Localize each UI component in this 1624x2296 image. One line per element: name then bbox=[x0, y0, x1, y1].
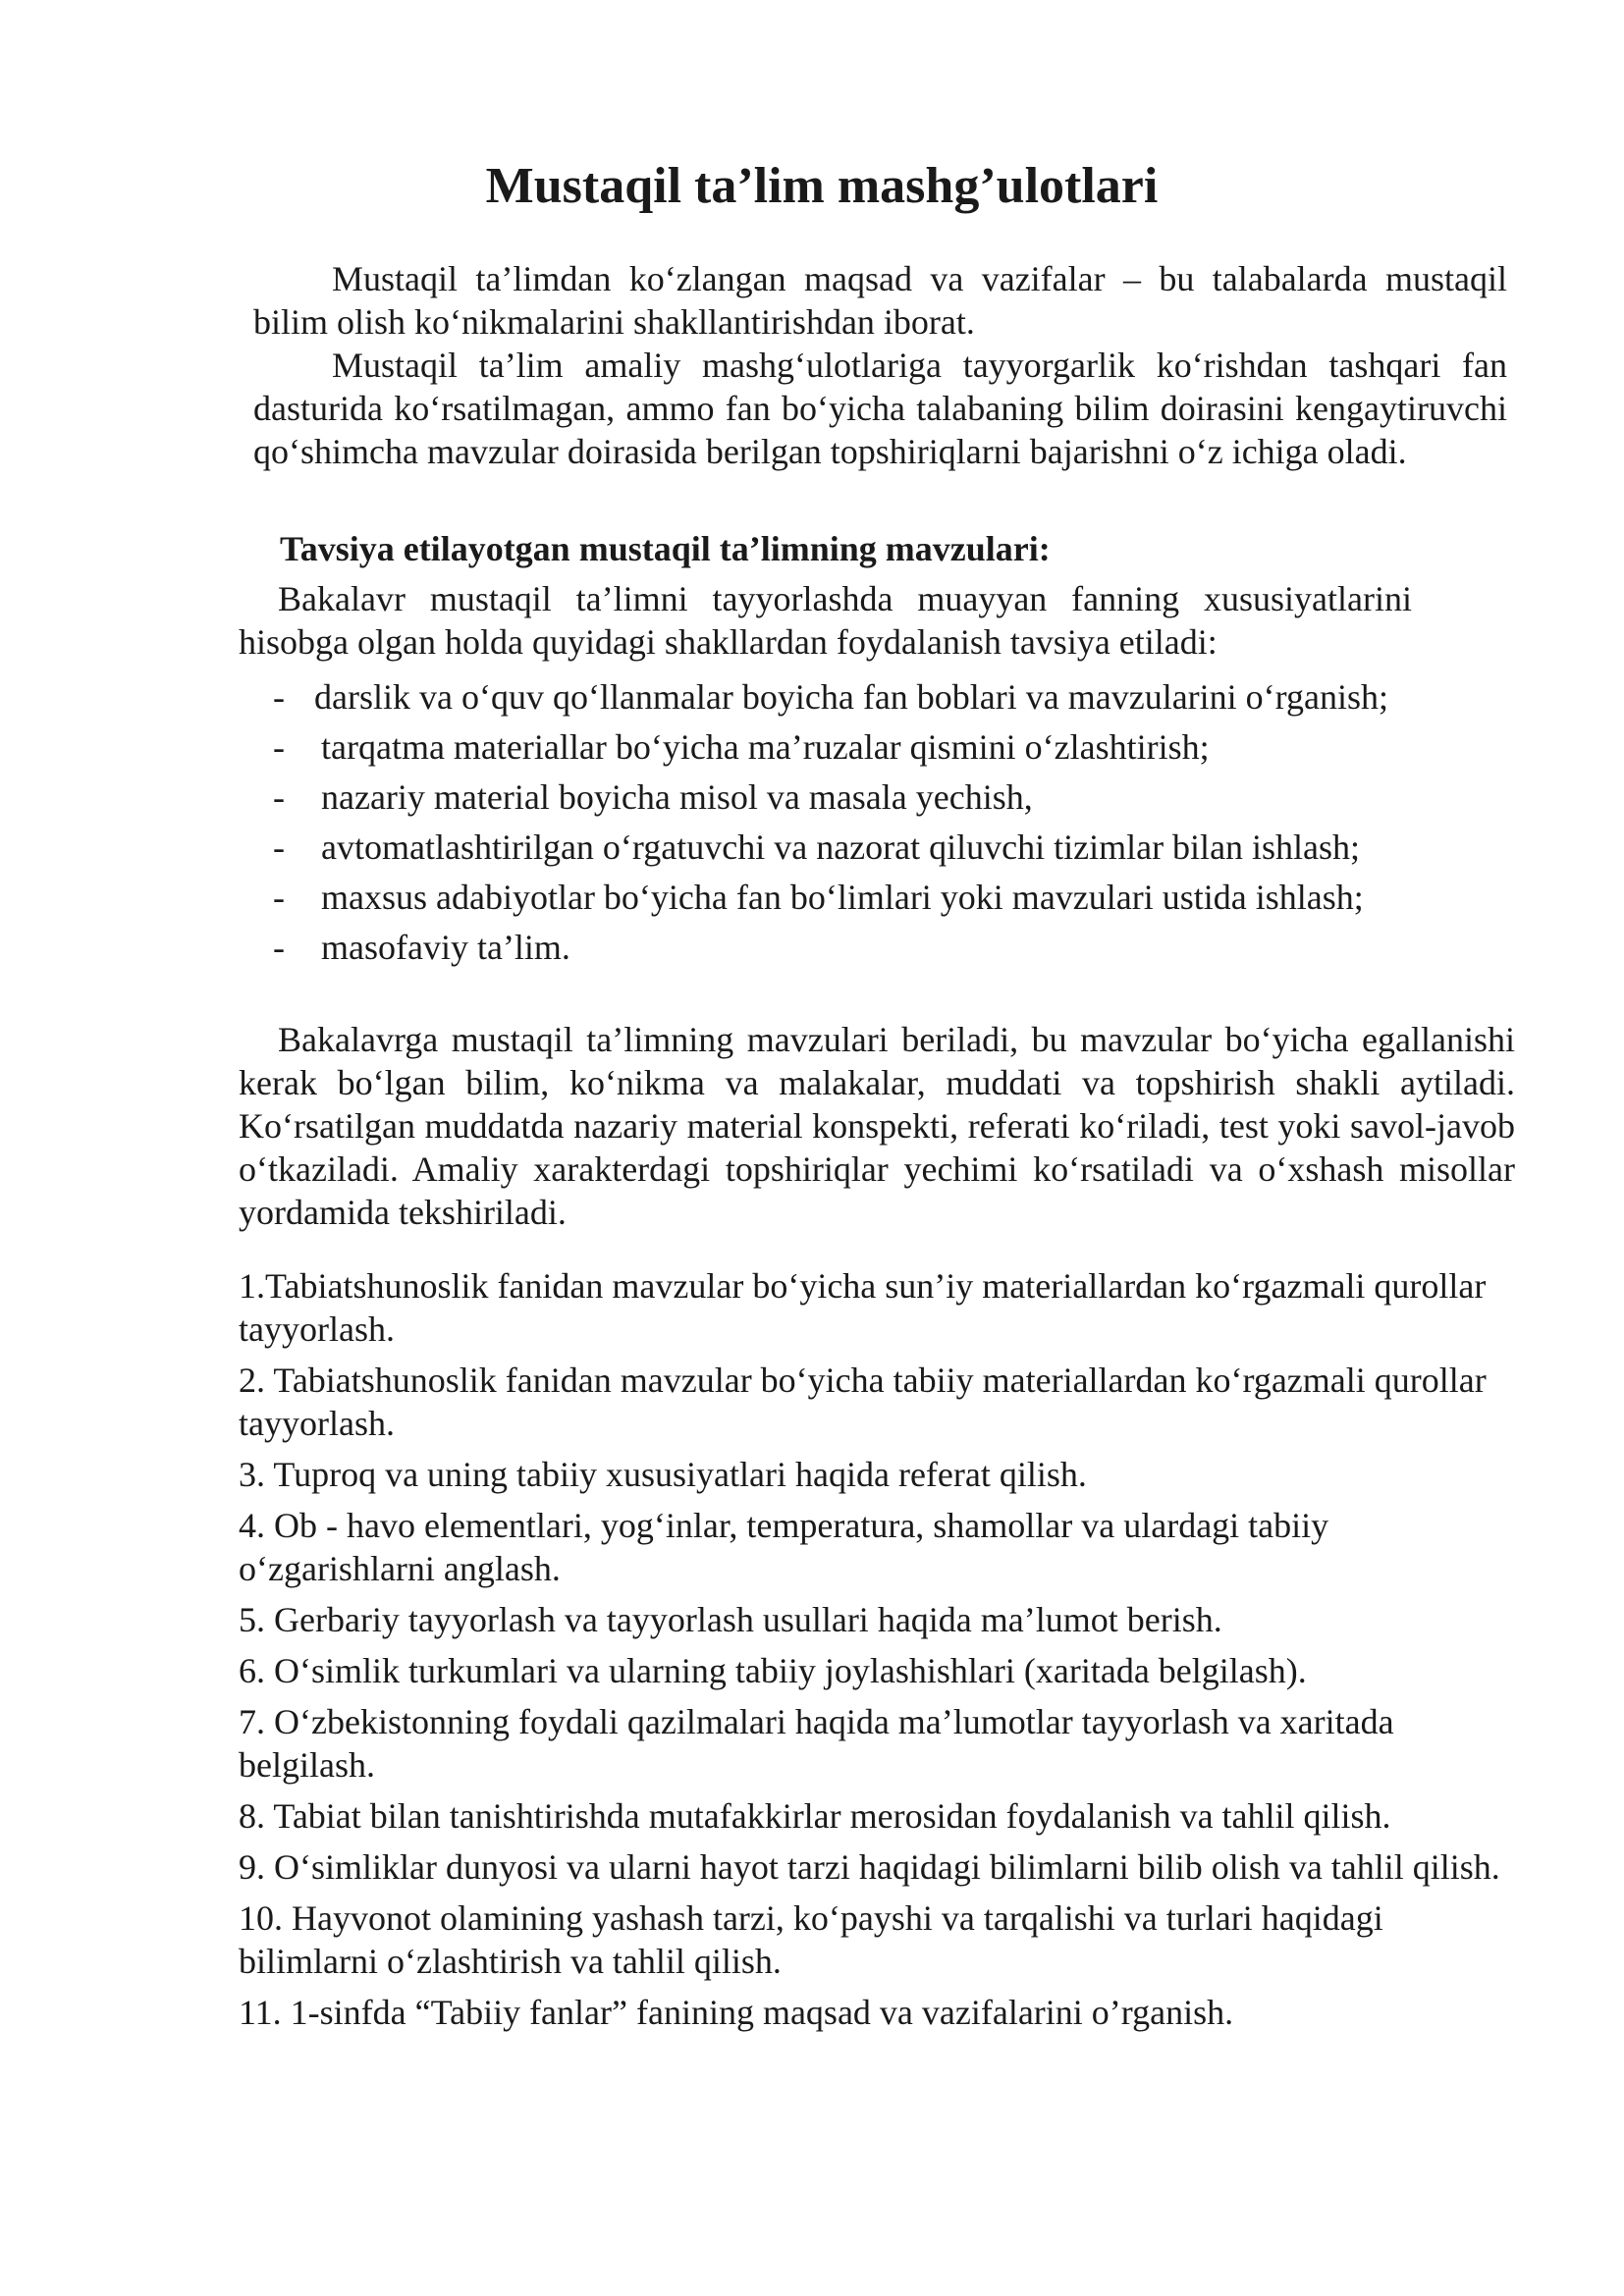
topic-item: 4. Ob - havo elementlari, yogʻinlar, temperatura, shamollar va ulardagi tabiiy oʻzgarishlarni anglash. bbox=[239, 1506, 1329, 1588]
topic-item: 7. Oʻzbekistonning foydali qazilmalari haqida ma’lumotlar tayyorlash va xaritada belgilash. bbox=[239, 1702, 1394, 1785]
topic-item: 9. Oʻsimliklar dunyosi va ularni hayot tarzi haqidagi bilimlarni bilib olish va tahlil qilish. bbox=[239, 1847, 1500, 1887]
list-item bbox=[239, 926, 1412, 969]
topics-list bbox=[239, 1264, 1515, 2042]
list-dash: - bbox=[273, 878, 285, 917]
list-dash: - bbox=[273, 777, 285, 817]
section-lead-paragraph: Bakalavr mustaqil ta’limni tayyorlashda muayyan fanning xususiyatlarini hisobga olgan holda quyidagi shakllardan foydalanish tavsiya etiladi: bbox=[239, 579, 1412, 662]
topic-item: 2. Tabiatshunoslik fanidan mavzular boʻyicha tabiiy materiallardan koʻrgazmali qurollar tayyorlash. bbox=[239, 1361, 1487, 1443]
intro-paragraph-2: Mustaqil ta’lim amaliy mashgʻulotlariga tayyorgarlik koʻrishdan tashqari fan dasturida koʻrsatilmagan, ammo fan boʻyicha talabaning bilim doirasini kengaytiruvchi qoʻshimcha mavzular doirasida berilgan topshiriqlarni bajarishni oʻz ichiga oladi. bbox=[253, 346, 1507, 471]
topic-item: 5. Gerbariy tayyorlash va tayyorlash usullari haqida ma’lumot berish. bbox=[239, 1600, 1222, 1639]
intro-paragraph-1: Mustaqil ta’limdan koʻzlangan maqsad va vazifalar – bu talabalarda mustaqil bilim olish koʻnikmalarini shakllantirishdan iborat. bbox=[253, 259, 1507, 342]
recommended-forms-list bbox=[239, 675, 1412, 976]
section-heading: Tavsiya etilayotgan mustaqil ta’limning mavzulari: bbox=[280, 529, 1051, 568]
list-item bbox=[239, 876, 1412, 919]
list-item-text: tarqatma materiallar boʻyicha ma’ruzalar qismini oʻzlashtirish; bbox=[321, 727, 1210, 767]
list-dash: - bbox=[273, 928, 285, 967]
list-item bbox=[239, 775, 1412, 819]
closing-paragraph: Bakalavrga mustaqil ta’limning mavzulari beriladi, bu mavzular boʻyicha egallanishi kerak boʻlgan bilim, koʻnikma va malakalar, muddati va topshirish shakli aytiladi. Koʻrsatilgan muddatda nazariy material konspekti, referati koʻriladi, test yoki savol-javob oʻtkaziladi. Amaliy xarakterdagi topshiriqlar yechimi koʻrsatiladi va oʻxshash misollar yordamida tekshiriladi. bbox=[239, 1020, 1515, 1232]
topic-item: 6. Oʻsimlik turkumlari va ularning tabiiy joylashishlari (xaritada belgilash). bbox=[239, 1651, 1307, 1690]
list-item-text: maxsus adabiyotlar boʻyicha fan boʻlimlari yoki mavzulari ustida ishlash; bbox=[321, 878, 1364, 917]
list-item bbox=[239, 725, 1412, 769]
topic-item: 10. Hayvonot olamining yashash tarzi, koʻpayshi va tarqalishi va turlari haqidagi bilimlarni oʻzlashtirish va tahlil qilish. bbox=[239, 1898, 1383, 1981]
topic-item: 1.Tabiatshunoslik fanidan mavzular boʻyicha sun’iy materiallardan koʻrgazmali qurollar tayyorlash. bbox=[239, 1266, 1487, 1349]
list-item-text: masofaviy ta’lim. bbox=[321, 928, 570, 967]
list-item-text: darslik va oʻquv qoʻllanmalar boyicha fan boblari va mavzularini oʻrganish; bbox=[314, 677, 1388, 717]
list-dash: - bbox=[273, 828, 285, 867]
topic-item: 11. 1-sinfda “Tabiiy fanlar” fanining maqsad va vazifalarini o’rganish. bbox=[239, 1993, 1234, 2032]
list-item-text: nazariy material boyicha misol va masala yechish, bbox=[321, 777, 1033, 817]
list-item-text: avtomatlashtirilgan oʻrgatuvchi va nazorat qiluvchi tizimlar bilan ishlash; bbox=[321, 828, 1361, 867]
topic-item: 8. Tabiat bilan tanishtirishda mutafakkirlar merosidan foydalanish va tahlil qilish. bbox=[239, 1796, 1391, 1836]
topic-item: 3. Tuproq va uning tabiiy xususiyatlari haqida referat qilish. bbox=[239, 1455, 1087, 1494]
list-dash: - bbox=[273, 727, 285, 767]
list-dash: - bbox=[273, 677, 285, 717]
list-item bbox=[239, 675, 1412, 719]
list-item bbox=[239, 826, 1412, 869]
page-title: Mustaqil ta’lim mashg’ulotlari bbox=[485, 158, 1159, 214]
